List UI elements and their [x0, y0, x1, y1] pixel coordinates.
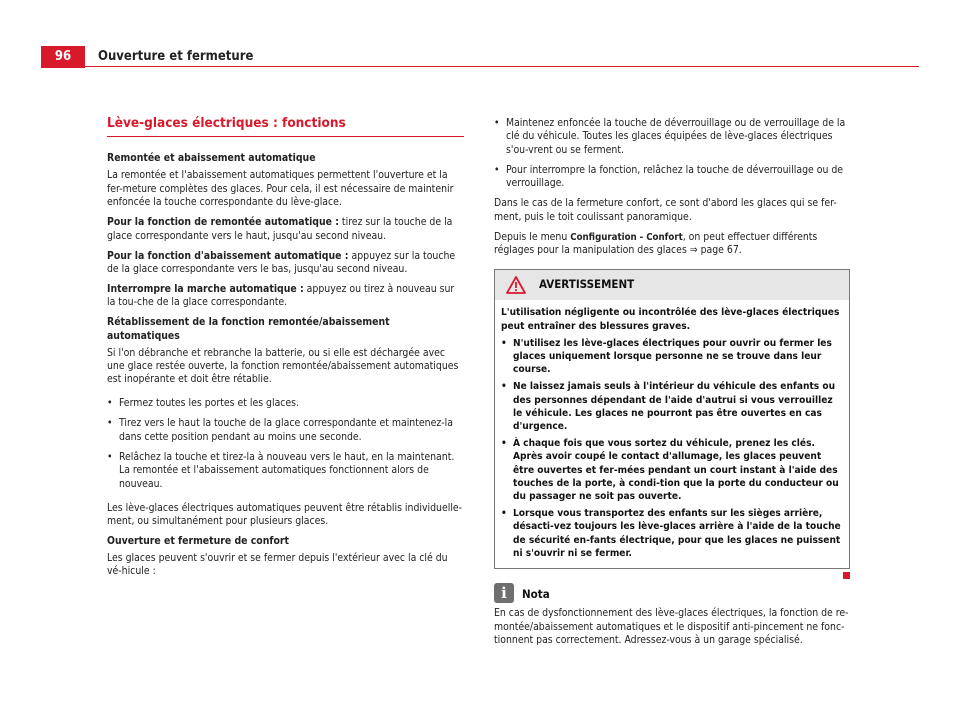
list-item: • Fermez toutes les portes et les glaces.	[107, 397, 300, 410]
page-number: 96	[41, 46, 85, 68]
bullet-icon: •	[107, 450, 113, 463]
menu-paragraph: Depuis le menu Configuration - Confort, on peut effectuer différents réglages pour la manipulation des glaces ⇒ page 67.	[494, 230, 818, 257]
bullet-icon: •	[501, 381, 507, 393]
list-item: • À chaque fois que vous sortez du véhicule, prenez les clés. Après avoir coupé le contact d'allumage, les glaces peuvent être ouvertes et fer-mées pendant un court instant à l'aide des touches de la porte, à condi-tion que la porte du conducteur ou du passager ne soit pas ouverte.	[501, 438, 839, 503]
down-text: appuyez sur la touche de la glace correspondante vers le bas, jusqu'au second niveau.	[107, 249, 456, 275]
note-title: Nota	[522, 587, 550, 602]
restore-heading: Rétablissement de la fonction remontée/abaissement automatiques	[107, 316, 390, 342]
list-item: • Tirez vers le haut la touche de la glace correspondante et maintenez-la dans cette position pendant au moins une seconde.	[107, 417, 453, 443]
closing-paragraph: Dans le cas de la fermeture confort, ce sont d'abord les glaces qui se fer-ment, puis le toit coulissant panoramique.	[494, 197, 837, 223]
bullet-icon: •	[501, 438, 507, 450]
list-item: • Relâchez la touche et tirez-la à nouveau vers le haut, en la maintenant. La remontée et l'abaissement automatiques fonctionnent alors de nouveau.	[107, 450, 455, 490]
running-header-title: Ouverture et fermeture	[98, 49, 254, 64]
bullet-icon: •	[501, 508, 507, 520]
comfort-heading: Ouverture et fermeture de confort	[107, 535, 289, 548]
list-item: • Maintenez enfoncée la touche de déverrouillage ou de verrouillage de la clé du véhicule. Toutes les glaces équipées de lève-glaces électriques s'ou-vrent ou se ferment.	[494, 117, 846, 156]
left-column	[107, 117, 464, 585]
auto-paragraph: La remontée et l'abaissement automatiques permettent l'ouverture et la fer-meture complètes des glaces. Pour cela, il est nécessaire de maintenir enfoncée la touche correspondante du lève-glace.	[107, 169, 454, 209]
stop-paragraph	[107, 283, 464, 310]
header-rule	[41, 66, 919, 67]
individual-paragraph: Les lève-glaces électriques automatiques peuvent être rétablis individuelle-ment, ou simultanément pour plusieurs glaces.	[107, 501, 463, 528]
info-icon: i	[494, 583, 514, 603]
right-column	[494, 117, 850, 654]
stop-label: Interrompre la marche automatique :	[107, 282, 304, 295]
auto-heading: Remontée et abaissement automatique	[107, 152, 316, 165]
warning-triangle-icon	[506, 276, 526, 294]
list-item: • Lorsque vous transportez des enfants sur les sièges arrière, désacti-vez toujours les lève-glaces arrière à l'aide de la touche de sécurité en-fants électrique, pour que les glaces ne puissent ni s'ouvrir ni se fermer.	[501, 508, 841, 559]
bullet-icon: •	[494, 117, 500, 129]
up-paragraph	[107, 216, 464, 243]
end-of-section-marker	[843, 572, 850, 579]
note-text: En cas de dysfonctionnement des lève-glaces électriques, la fonction de re-montée/abaissement automatiques et le dispositif anti-pincement ne fonc-tionnent pas correctement. Adressez-vous à un garage spécialisé.	[494, 607, 849, 646]
list-item: • Ne laissez jamais seuls à l'intérieur du véhicule des enfants ou des personnes dépendant de l'aide d'autrui si vous verrouillez le véhicule. Les glaces ne pourront pas être ouvertes en cas d'urgence.	[501, 381, 836, 433]
section-title: Lève-glaces électriques : fonctions	[107, 115, 346, 131]
bullet-icon: •	[107, 397, 113, 410]
menu-label: Configuration - Confort	[570, 231, 683, 243]
comfort-paragraph: Les glaces peuvent s'ouvrir et se fermer depuis l'extérieur avec la clé du vé-hicule :	[107, 552, 448, 578]
down-label: Pour la fonction d'abaissement automatique :	[107, 249, 349, 262]
bullet-icon: •	[501, 337, 507, 349]
warning-title: AVERTISSEMENT	[539, 277, 635, 292]
warning-body	[495, 300, 849, 568]
stop-text: appuyez ou tirez à nouveau sur la tou-che de la glace correspondante.	[107, 282, 455, 309]
up-label: Pour la fonction de remontée automatique :	[107, 216, 339, 229]
bullet-icon: •	[107, 417, 113, 430]
warning-box	[494, 269, 850, 569]
warning-header	[495, 270, 849, 300]
up-text: tirez sur la touche de la glace correspondante vers le haut, jusqu'au second niveau.	[107, 216, 453, 242]
bullet-icon: •	[494, 163, 500, 176]
list-item: • Pour interrompre la fonction, relâchez la touche de déverrouillage ou de verrouillage.	[494, 163, 844, 190]
warning-intro: L'utilisation négligente ou incontrôlée des lève-glaces électriques peut entraîner des blessures graves.	[501, 307, 840, 332]
down-paragraph	[107, 250, 464, 277]
section-rule	[107, 136, 464, 137]
list-item: • N'utilisez les lève-glaces électriques pour ouvrir ou fermer les glaces uniquement lorsque personne ne se trouve dans leur course.	[501, 337, 832, 376]
restore-paragraph: Si l'on débranche et rebranche la batterie, ou si elle est déchargée avec une glace restée ouverte, la fonction remontée/abaissement automatiques est inopérante et doit être rétablie.	[107, 346, 459, 386]
note-box	[494, 581, 850, 647]
note-header	[494, 581, 850, 607]
